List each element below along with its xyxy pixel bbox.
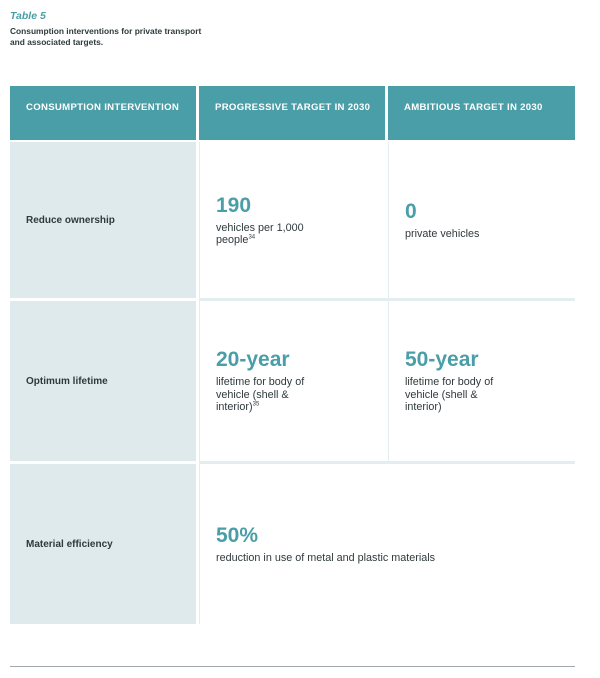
header-ambitious-target: AMBITIOUS TARGET IN 2030 bbox=[388, 86, 575, 140]
header-consumption-intervention: CONSUMPTION INTERVENTION bbox=[10, 86, 196, 140]
table-caption bbox=[10, 9, 210, 48]
bottom-rule bbox=[10, 666, 575, 667]
target-description: lifetime for body of vehicle (shell & interior)$^{35}$ bbox=[216, 376, 305, 414]
cell-progressive-reduce-ownership bbox=[199, 142, 385, 298]
target-description: lifetime for body of vehicle (shell & interior) bbox=[405, 376, 494, 414]
cell-ambitious-optimum-lifetime bbox=[388, 301, 575, 461]
target-value: 50% bbox=[216, 523, 259, 547]
row-label-material-efficiency: Material efficiency bbox=[10, 464, 196, 624]
table-number: Table 5 bbox=[10, 10, 46, 22]
table-title: Consumption interventions for private transport and associated targets. bbox=[10, 26, 202, 47]
target-description: vehicles per 1,000 people$^{34}$ bbox=[216, 221, 304, 246]
cell-ambitious-reduce-ownership bbox=[388, 142, 575, 298]
target-value: 0 bbox=[405, 199, 417, 223]
target-value: 50-year bbox=[405, 348, 479, 372]
target-value: 190 bbox=[216, 193, 252, 217]
cell-progressive-optimum-lifetime bbox=[199, 301, 385, 461]
cell-combined-material-efficiency bbox=[199, 464, 575, 624]
row-label-reduce-ownership: Reduce ownership bbox=[10, 142, 196, 298]
footnote-ref: 34 bbox=[248, 234, 256, 241]
row-label-optimum-lifetime: Optimum lifetime bbox=[10, 301, 196, 461]
target-description: private vehicles bbox=[405, 227, 480, 240]
footnote-ref: 35 bbox=[252, 401, 260, 408]
target-value: 20-year bbox=[216, 348, 290, 372]
target-description: reduction in use of metal and plastic materials bbox=[216, 551, 436, 564]
header-progressive-target: PROGRESSIVE TARGET IN 2030 bbox=[199, 86, 385, 140]
